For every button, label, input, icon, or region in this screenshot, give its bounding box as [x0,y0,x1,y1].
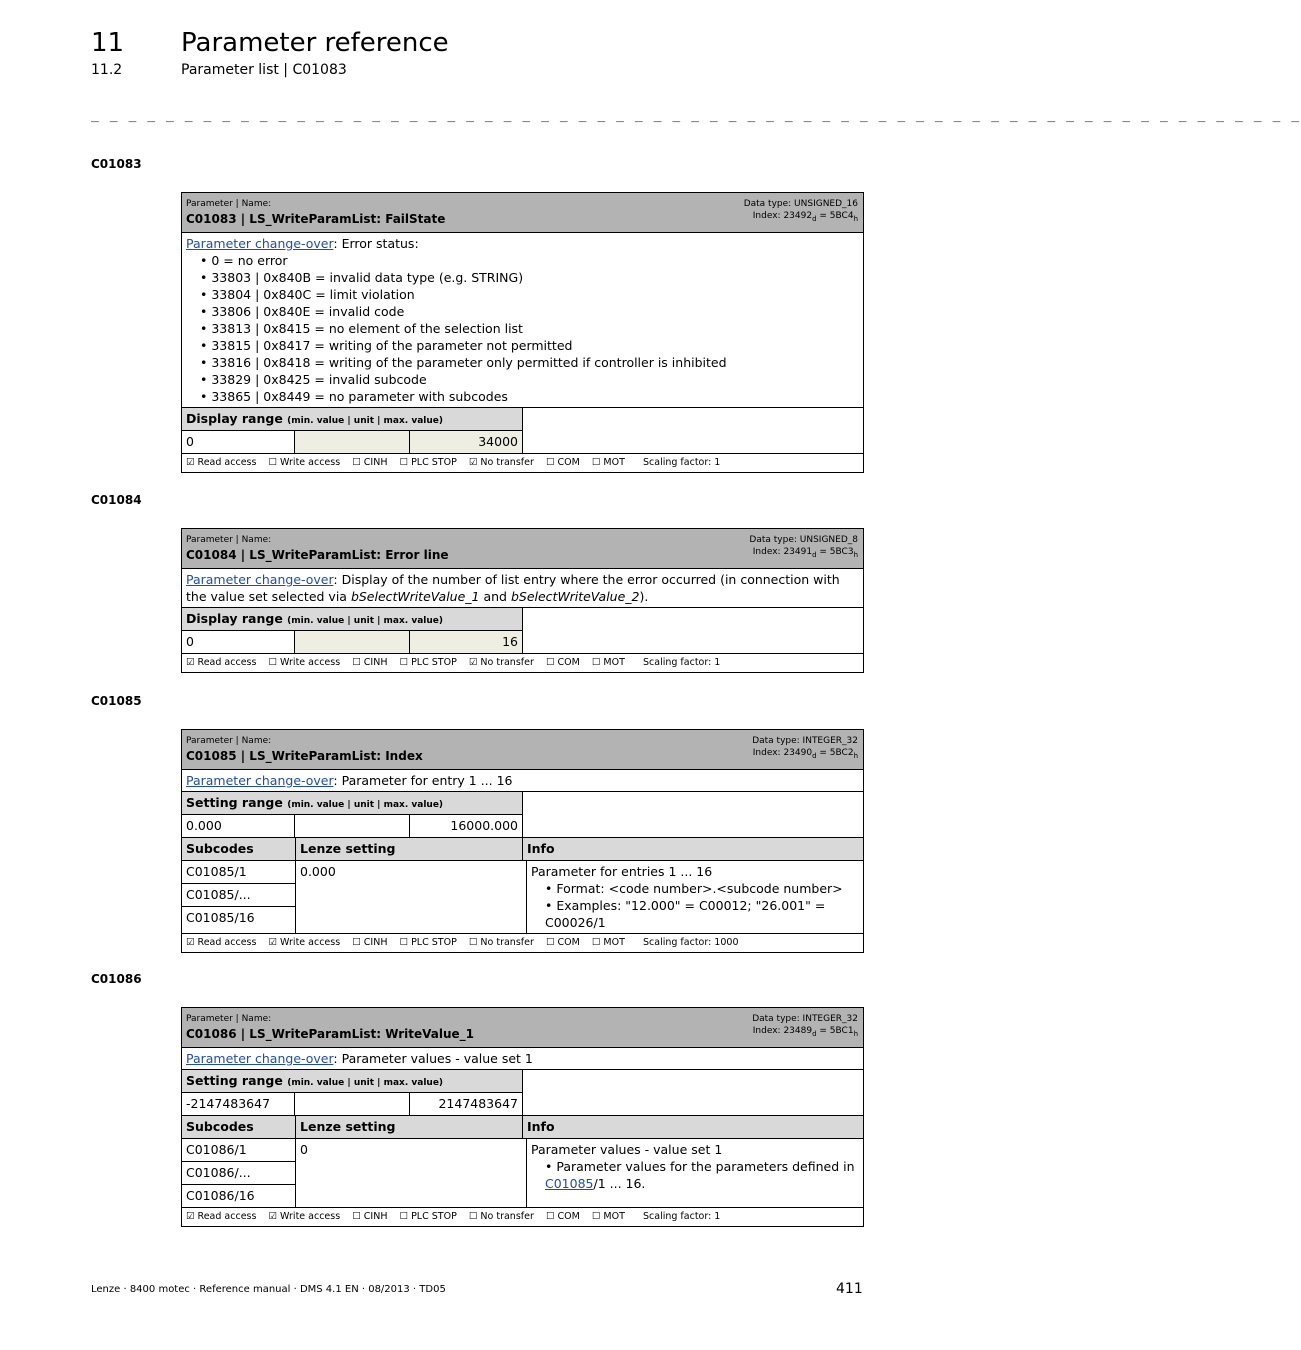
list-item: • Examples: "12.000" = C00012; "26.001" = C00026/1 [545,897,859,931]
section-title: Parameter list | C01083 [181,62,347,78]
parameter-header [182,529,863,569]
code-heading: C01084 [91,493,142,507]
range-title: Display range (min. value | unit | max. value) [182,408,522,431]
index: Index: $23491_d = 5BC3_h$ [752,547,858,559]
list-item: • Format: <code number>.<subcode number> [545,880,859,897]
unit-value [295,815,410,837]
table-row: C01085/1 [182,861,295,884]
code-heading: C01086 [91,972,142,986]
range-block [182,408,863,454]
parameter-name-label: Parameter | Name: [186,736,272,746]
list-item: • 33829 | 0x8425 = invalid subcode [200,371,859,388]
list-item: • 33813 | 0x8415 = no element of the selection list [200,320,859,337]
parameter-change-over-link[interactable]: Parameter change-over [186,572,334,587]
code-heading: C01085 [91,694,142,708]
list-item: • 33803 | 0x840B = invalid data type (e.g. STRING) [200,269,859,286]
table-row: C01085/16 [186,910,255,925]
document-footer: Lenze · 8400 motec · Reference manual · DMS 4.1 EN · 08/2013 · TD05 [91,1284,446,1295]
list-item: • 33815 | 0x8417 = writing of the parameter not permitted [200,337,859,354]
max-value: 34000 [410,431,522,453]
subcode-table [182,838,863,934]
max-value: 16000.000 [450,818,518,833]
max-value: 16 [410,631,522,653]
parameter-name: C01083 | LS_WriteParamList: FailState [186,212,446,226]
chapter-title: Parameter reference [181,28,449,58]
min-value: 0.000 [182,815,295,837]
parameter-change-over-link[interactable]: Parameter change-over [186,236,334,251]
info-header: Info [527,1119,555,1134]
range-title: Setting range (min. value | unit | max. value) [182,792,522,815]
chapter-number: 11 [91,28,125,58]
lenze-setting-header: Lenze setting [296,1116,523,1138]
parameter-change-over-link[interactable]: Parameter change-over [186,773,334,788]
min-value: 0 [182,631,295,653]
lenze-setting-header: Lenze setting [296,838,523,860]
parameter-description: Parameter change-over: Parameter for entry 1 ... 16 [182,770,863,792]
list-item: • 33816 | 0x8418 = writing of the parameter only permitted if controller is inhibited [200,354,859,371]
table-row: C01086/1 [182,1139,295,1162]
parameter-description: Parameter change-over: Display of the number of list entry where the error occurred (in connection with the value set selected via bSelectWriteValue_1 and bSelectWriteValue_2). [182,569,863,608]
parameter-description: Parameter change-over: Error status: • 0 = no error • 33803 | 0x840B = invalid data type (e.g. STRING) • 33804 | 0x840C = limit violation • 33806 | 0x840E = invalid code • 33813 | 0x8415 = no element of the selection list • 33815 | 0x8417 = writing of the parameter not permitted • 33816 | 0x8418 = writing of the parameter only permitted if controller is inhibited • 33829 | 0x8425 = invalid subcode • 33865 | 0x8449 = no parameter with subcodes [182,233,863,408]
unit-value [295,631,410,653]
range-title: Setting range (min. value | unit | max. value) [182,1070,522,1093]
list-item: • 33806 | 0x840E = invalid code [200,303,859,320]
access-flags: ☑ Read access ☑ Write access ☐ CINH ☐ PLC STOP ☐ No transfer ☐ COM ☐ MOT Scaling factor: 1 [186,1211,721,1222]
status-list [186,252,859,405]
min-value: 0 [182,431,295,453]
parameter-box [181,729,864,953]
lenze-setting-value: 0.000 [296,861,527,933]
section-number: 11.2 [91,62,123,78]
parameter-description: Parameter change-over: Parameter values - value set 1 [182,1048,863,1070]
data-type: Data type: UNSIGNED_16 [743,199,858,209]
range-title: Display range (min. value | unit | max. value) [182,608,522,631]
parameter-name-label: Parameter | Name: [186,199,272,209]
info-cell: Parameter for entries 1 ... 16 • Format: <code number>.<subcode number> • Examples: "12.000" = C00012; "26.001" = C00026/1 [527,861,863,933]
parameter-name-label: Parameter | Name: [186,1014,272,1024]
lenze-setting-value: 0 [296,1139,527,1207]
subcode-table [182,1116,863,1208]
info-header: Info [527,841,555,856]
code-heading: C01083 [91,157,142,171]
access-flags: ☑ Read access ☐ Write access ☐ CINH ☐ PLC STOP ☑ No transfer ☐ COM ☐ MOT Scaling factor: 1 [186,657,721,668]
index: Index: $23490_d = 5BC2_h$ [752,748,858,760]
parameter-header [182,730,863,770]
table-row: C01085/... [182,884,295,907]
parameter-name-label: Parameter | Name: [186,535,272,545]
range-block [182,608,863,654]
unit-value [295,1093,410,1115]
table-row: C01086/... [182,1162,295,1185]
table-row: C01086/16 [186,1188,255,1203]
page-number: 411 [836,1281,863,1297]
access-flags: ☑ Read access ☐ Write access ☐ CINH ☐ PLC STOP ☑ No transfer ☐ COM ☐ MOT Scaling factor: 1 [186,457,721,468]
parameter-name: C01086 | LS_WriteParamList: WriteValue_1 [186,1027,475,1041]
index: Index: $23489_d = 5BC1_h$ [752,1026,858,1038]
parameter-header [182,193,863,233]
access-flags: ☑ Read access ☑ Write access ☐ CINH ☐ PLC STOP ☐ No transfer ☐ COM ☐ MOT Scaling factor: 1000 [186,937,739,948]
index: Index: $23492_d = 5BC4_h$ [752,211,858,223]
min-value: -2147483647 [182,1093,295,1115]
range-block [182,1070,863,1116]
dashed-divider: _ _ _ _ _ _ _ _ _ _ _ _ _ _ _ _ _ _ _ _ _ _ _ _ _ _ _ _ _ _ _ _ _ _ _ _ _ _ _ _ _ _ _ _ _ _ _ _ _ _ _ _ _ _ _ _ _ _ _ _ _ _ _ _ _ [91,108,1301,123]
parameter-name: C01085 | LS_WriteParamList: Index [186,749,423,763]
unit-value [295,431,410,453]
list-item: • 0 = no error [200,252,859,269]
list-item: • 33804 | 0x840C = limit violation [200,286,859,303]
list-item: • 33865 | 0x8449 = no parameter with subcodes [200,388,859,405]
range-block [182,792,863,838]
subcodes-header: Subcodes [182,1116,296,1138]
data-type: Data type: INTEGER_32 [752,736,858,746]
subcodes-header: Subcodes [182,838,296,860]
parameter-header [182,1008,863,1048]
data-type: Data type: UNSIGNED_8 [749,535,858,545]
list-item: • Parameter values for the parameters defined in C01085/1 ... 16. [545,1158,859,1192]
c01085-link[interactable]: C01085 [545,1176,594,1191]
data-type: Data type: INTEGER_32 [752,1014,858,1024]
parameter-box [181,1007,864,1227]
parameter-box [181,192,864,473]
parameter-change-over-link[interactable]: Parameter change-over [186,1051,334,1066]
parameter-box [181,528,864,673]
info-cell: Parameter values - value set 1 • Parameter values for the parameters defined in C01085/1 ... 16. [527,1139,863,1207]
max-value: 2147483647 [438,1096,518,1111]
parameter-name: C01084 | LS_WriteParamList: Error line [186,548,449,562]
